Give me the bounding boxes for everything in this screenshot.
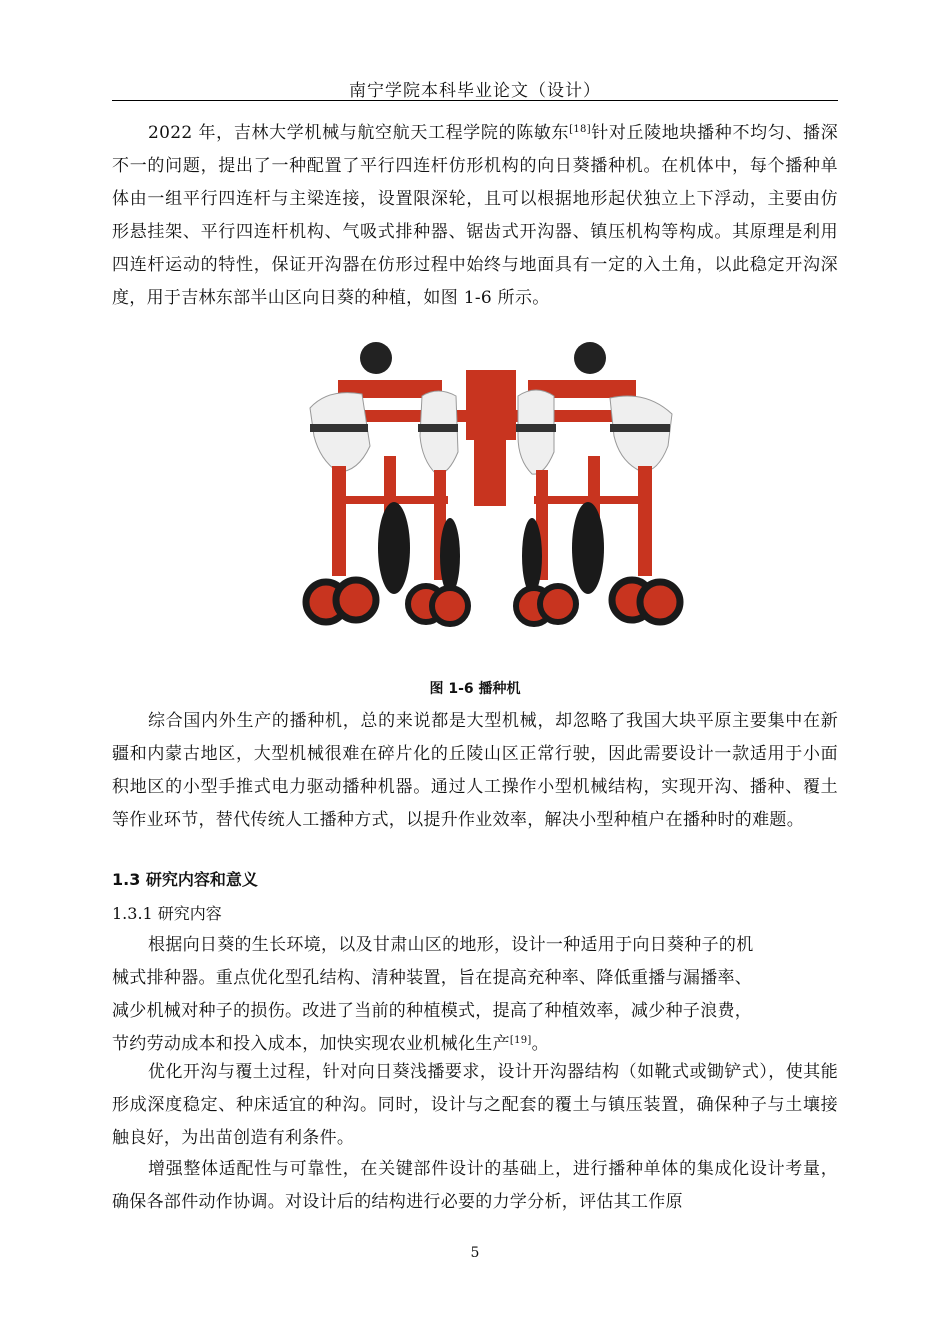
paragraph-3-line-2: 械式排种器。重点优化型孔结构、清种装置，旨在提高充种率、降低重播与漏播率、 [112,968,753,988]
page-header: 南宁学院本科毕业论文（设计） [349,81,601,101]
paragraph-1-text-b: 针对丘陵地块播种不均匀、播深不一的问题，提出了一种配置了平行四连杆仿形机构的向日葵播种机。在机体中，每个播种单体由一组平行四连杆与主梁连接，设置限深轮，且可以根据地形起伏独立上下浮动，主要由仿形悬挂架、平行四连杆机构、气吸式排种器、锯齿式开沟器、镇压机构等构成。其原理是利用四连杆运动的特性，保证开沟器在仿形过程中始终与地面具有一定的入土角，以此稳定开沟深度，用于吉林东部半山区向日葵的种植，如图 1-6 所示。 [112,123,839,308]
figure-caption: 图 1-6 播种机 [429,681,521,697]
paragraph-3-line-3: 减少机械对种子的损伤。改进了当前的种植模式，提高了种植效率，减少种子浪费， [112,1001,753,1021]
paragraph-3-line-4-end: 。 [531,1034,549,1054]
subsection-heading: 1.3.1 研究内容 [112,904,222,923]
seeder-machine-icon [298,336,690,636]
paragraph-1-text-a: 2022 年，吉林大学机械与航空航天工程学院的陈敏东 [148,123,570,143]
paragraph-3-line-1: 根据向日葵的生长环境，以及甘肃山区的地形，设计一种适用于向日葵种子的机 [148,935,754,955]
citation-18: [18] [569,124,591,135]
page-number: 5 [470,1245,480,1261]
paragraph-3 [112,929,838,1061]
disc-left [360,342,392,374]
disc-right [574,342,606,374]
paragraph-1 [112,117,838,315]
section-heading: 1.3 研究内容和意义 [112,870,258,889]
header-rule [112,100,838,101]
paragraph-5: 增强整体适配性与可靠性，在关键部件设计的基础上，进行播种单体的集成化设计考量，确保各部件动作协调。对设计后的结构进行必要的力学分析，评估其工作原 [112,1159,838,1212]
figure-seeder-image [298,336,690,636]
paragraph-4: 优化开沟与覆土过程，针对向日葵浅播要求，设计开沟器结构（如靴式或锄铲式），使其能形成深度稳定、种床适宜的种沟。同时，设计与之配套的覆土与镇压装置，确保种子与土壤接触良好，为出苗创造有利条件。 [112,1062,838,1148]
citation-19: [19] [509,1035,532,1046]
paragraph-3-line-4-text: 节约劳动成本和投入成本，加快实现农业机械化生产 [112,1034,510,1054]
paragraph-2: 综合国内外生产的播种机，总的来说都是大型机械，却忽略了我国大块平原主要集中在新疆和内蒙古地区，大型机械很难在碎片化的丘陵山区正常行驶，因此需要设计一款适用于小面积地区的小型手推式电力驱动播种机器。通过人工操作小型机械结构，实现开沟、播种、覆土等作业环节，替代传统人工播种方式，以提升作业效率，解决小型种植户在播种时的难题。 [112,711,838,830]
